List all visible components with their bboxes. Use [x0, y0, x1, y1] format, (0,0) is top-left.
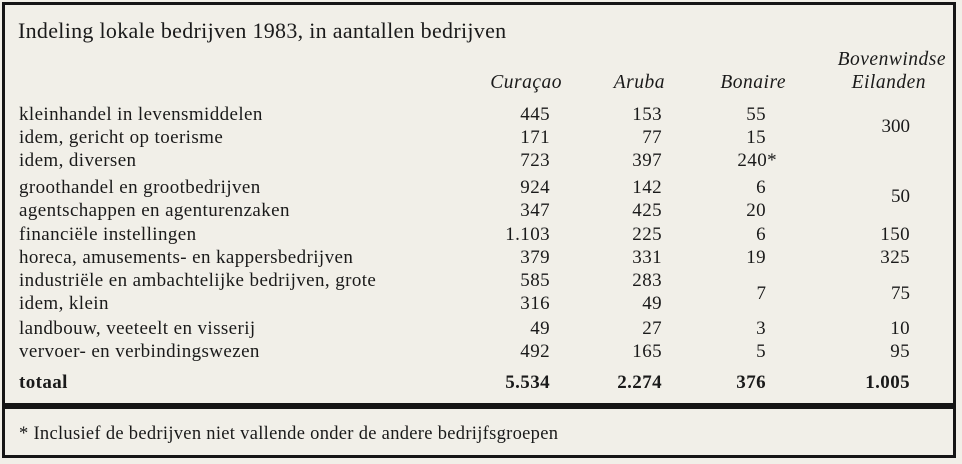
- cell-bonaire: 6: [756, 177, 766, 198]
- cell-curacao: 379: [520, 247, 550, 268]
- cell-curacao: 723: [520, 150, 550, 171]
- row-label: vervoer- en verbindingswezen: [19, 341, 260, 362]
- cell-aruba: 283: [632, 270, 662, 291]
- table-row: [0, 293, 962, 316]
- cell-aruba: 27: [642, 318, 662, 339]
- footnote-divider: [2, 403, 956, 409]
- row-label: kleinhandel in levensmiddelen: [19, 104, 263, 125]
- row-label: industriële en ambachtelijke bedrijven, grote: [19, 270, 377, 291]
- cell-bovenwindse: 325: [880, 247, 910, 268]
- cell-aruba: 397: [632, 150, 662, 171]
- cell-bonaire: 240*: [737, 150, 777, 171]
- cell-bovenwindse-merged: 50: [891, 186, 910, 207]
- total-aruba: 2.274: [617, 372, 662, 393]
- total-curacao: 5.534: [505, 372, 550, 393]
- cell-bonaire: 19: [746, 247, 766, 268]
- cell-curacao: 924: [520, 177, 550, 198]
- cell-bovenwindse: 95: [890, 341, 910, 362]
- table-row: [0, 200, 962, 223]
- table-row: [0, 104, 962, 127]
- column-header-bovenwindse-line1: Bovenwindse: [837, 49, 946, 70]
- cell-bonaire: 6: [756, 224, 766, 245]
- table-row: [0, 150, 962, 173]
- column-header-curacao: Curaçao: [490, 72, 562, 93]
- row-label: idem, klein: [19, 293, 109, 314]
- cell-aruba: 49: [642, 293, 662, 314]
- cell-aruba: 77: [642, 127, 662, 148]
- cell-bonaire: 55: [746, 104, 766, 125]
- total-bonaire: 376: [736, 372, 766, 393]
- cell-bonaire-merged: 7: [756, 283, 766, 304]
- column-header-bonaire: Bonaire: [720, 72, 786, 93]
- cell-curacao: 445: [520, 104, 550, 125]
- cell-bovenwindse: 150: [880, 224, 910, 245]
- total-bovenwindse: 1.005: [865, 372, 910, 393]
- row-label: horeca, amusements- en kappersbedrijven: [19, 247, 354, 268]
- row-label: groothandel en grootbedrijven: [19, 177, 261, 198]
- cell-curacao: 492: [520, 341, 550, 362]
- column-header-bovenwindse-line2: Eilanden: [851, 72, 926, 93]
- table-row: [0, 247, 962, 270]
- table-title: Indeling lokale bedrijven 1983, in aantallen bedrijven: [18, 18, 507, 43]
- cell-aruba: 225: [632, 224, 662, 245]
- cell-curacao: 49: [530, 318, 550, 339]
- row-label: idem, diversen: [19, 150, 137, 171]
- cell-aruba: 331: [632, 247, 662, 268]
- footnote: * Inclusief de bedrijven niet vallende onder de andere bedrijfsgroepen: [19, 424, 559, 444]
- cell-aruba: 142: [632, 177, 662, 198]
- row-label: agentschappen en agenturenzaken: [19, 200, 290, 221]
- total-row: [0, 372, 962, 395]
- cell-bonaire: 20: [746, 200, 766, 221]
- row-label: idem, gericht op toerisme: [19, 127, 224, 148]
- table-row: [0, 341, 962, 364]
- cell-curacao: 316: [520, 293, 550, 314]
- table-row: [0, 224, 962, 247]
- cell-curacao: 171: [520, 127, 550, 148]
- table-row: [0, 318, 962, 341]
- cell-bonaire: 15: [746, 127, 766, 148]
- cell-aruba: 165: [632, 341, 662, 362]
- table-row: [0, 127, 962, 150]
- cell-aruba: 153: [632, 104, 662, 125]
- cell-bovenwindse: 10: [890, 318, 910, 339]
- total-label: totaal: [19, 372, 68, 393]
- table-row: [0, 270, 962, 293]
- cell-aruba: 425: [632, 200, 662, 221]
- cell-bovenwindse-merged: 300: [881, 116, 910, 137]
- cell-bonaire: 3: [756, 318, 766, 339]
- cell-bonaire: 5: [756, 341, 766, 362]
- table-row: [0, 177, 962, 200]
- column-header-aruba: Aruba: [613, 72, 665, 93]
- cell-bovenwindse-merged: 75: [891, 283, 910, 304]
- row-label: landbouw, veeteelt en visserij: [19, 318, 256, 339]
- cell-curacao: 585: [520, 270, 550, 291]
- row-label: financiële instellingen: [19, 224, 197, 245]
- cell-curacao: 347: [520, 200, 550, 221]
- cell-curacao: 1.103: [505, 224, 550, 245]
